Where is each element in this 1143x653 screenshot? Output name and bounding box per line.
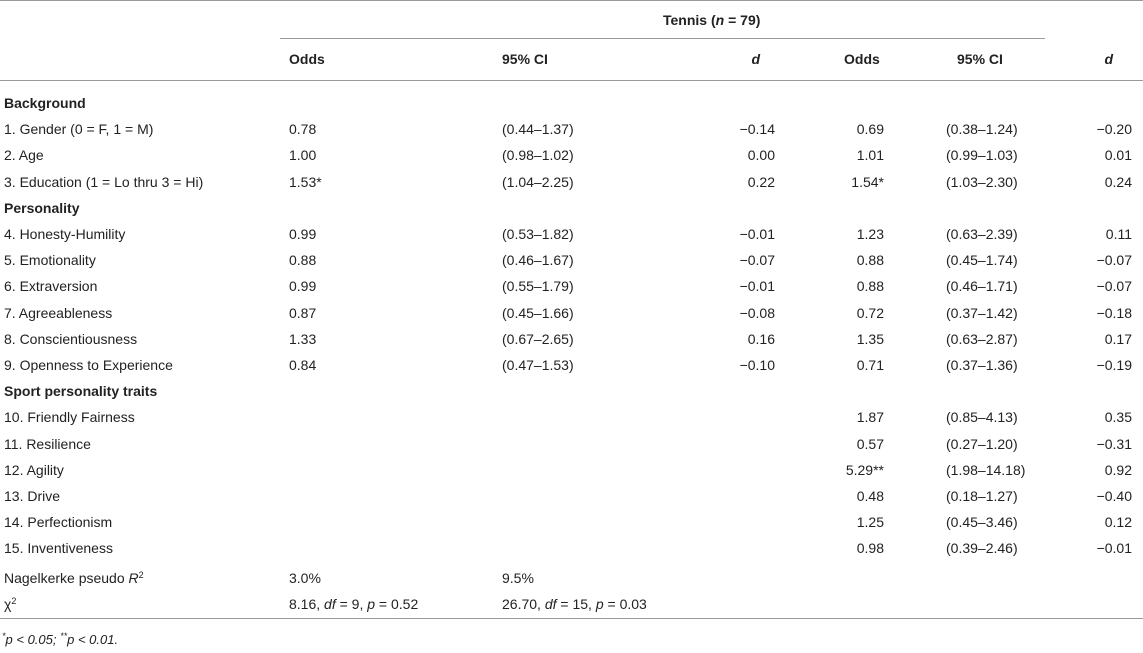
row-label: 14. Perfectionism — [4, 514, 113, 531]
odds-2-cell: 0.98 — [856, 540, 884, 557]
ci-2-cell: (0.37–1.36) — [946, 357, 1018, 373]
d-1-cell: −0.14 — [739, 121, 775, 138]
ci-1-cell: (0.46–1.67) — [502, 252, 574, 269]
d-1-cell: 0.00 — [747, 147, 775, 164]
d-2-cell: −0.07 — [1096, 252, 1132, 269]
chi-square-label: $\chi^2$ — [4, 596, 17, 612]
odds-1-cell: 1.53* — [289, 173, 322, 190]
section-header: Background — [4, 95, 86, 111]
odds-2-cell: 5.29** — [845, 461, 884, 478]
odds-2-cell: 1.54* — [851, 173, 884, 190]
odds-2-cell: 0.69 — [856, 121, 884, 138]
odds-1-cell: 0.78 — [289, 121, 317, 138]
odds-1-cell: 0.84 — [289, 357, 317, 373]
nagelkerke-label: Nagelkerke pseudo $R^2$ — [4, 570, 144, 586]
d-2-cell: 0.11 — [1105, 226, 1132, 242]
ci-2-cell: (0.38–1.24) — [946, 121, 1018, 138]
ci-1-cell: (0.67–2.65) — [502, 330, 574, 347]
odds-2-cell: 1.23 — [856, 226, 884, 242]
odds-1-cell: 0.99 — [289, 278, 317, 295]
d-1-cell: 0.16 — [747, 330, 775, 347]
col-header-odds-1: Odds — [289, 51, 325, 67]
odds-1-cell: 0.99 — [289, 226, 317, 242]
col-header-d-2: d — [1104, 51, 1113, 67]
ci-2-cell: (0.63–2.39) — [946, 226, 1018, 242]
row-label: 4. Honesty-Humility — [4, 226, 126, 242]
d-2-cell: 0.17 — [1104, 330, 1132, 347]
top-rule — [0, 0, 1143, 1]
col-header-d-1: d — [751, 51, 760, 67]
row-label: 13. Drive — [4, 488, 61, 504]
odds-2-cell: 1.87 — [856, 409, 884, 426]
section-header: Sport personality traits — [4, 383, 158, 400]
d-2-cell: −0.40 — [1096, 488, 1132, 504]
table-footnote: *p < 0.05; **p < 0.01. — [2, 631, 119, 647]
d-2-cell: 0.12 — [1104, 514, 1132, 531]
d-2-cell: −0.19 — [1096, 357, 1132, 373]
chi-square-value-1: 8.16, df = 9, p = 0.52 — [289, 596, 419, 612]
row-label: 5. Emotionality — [4, 252, 96, 269]
col-header-ci-1: 95% CI — [502, 51, 548, 67]
ci-2-cell: (0.46–1.71) — [946, 278, 1018, 295]
chi-square-value-2: 26.70, df = 15, p = 0.03 — [502, 596, 647, 612]
row-label: 6. Extraversion — [4, 278, 98, 295]
d-1-cell: −0.01 — [739, 226, 775, 242]
ci-1-cell: (0.44–1.37) — [502, 121, 574, 138]
d-2-cell: 0.35 — [1104, 409, 1132, 426]
odds-1-cell: 0.88 — [289, 252, 317, 269]
nagelkerke-value-1: 3.0% — [289, 570, 321, 586]
ci-2-cell: (1.98–14.18) — [946, 461, 1026, 478]
tennis-header-rule — [280, 38, 1045, 39]
row-label: 15. Inventiveness — [4, 540, 113, 557]
row-label: 11. Resilience — [4, 435, 91, 452]
d-2-cell: 0.92 — [1104, 461, 1132, 478]
col-header-ci-2: 95% CI — [957, 51, 1003, 67]
d-1-cell: 0.22 — [747, 173, 775, 190]
row-label: 10. Friendly Fairness — [4, 409, 135, 426]
ci-1-cell: (1.04–2.25) — [502, 173, 574, 190]
ci-2-cell: (0.39–2.46) — [946, 540, 1018, 557]
section-header: Personality — [4, 199, 80, 216]
row-label: 7. Agreeableness — [4, 304, 113, 321]
row-label: 8. Conscientiousness — [4, 330, 138, 347]
ci-1-cell: (0.45–1.66) — [502, 304, 574, 321]
ci-2-cell: (0.27–1.20) — [946, 435, 1018, 452]
ci-2-cell: (0.37–1.42) — [946, 304, 1018, 321]
d-2-cell: −0.07 — [1096, 278, 1132, 295]
odds-2-cell: 0.71 — [856, 357, 884, 373]
ci-2-cell: (0.99–1.03) — [946, 147, 1018, 164]
ci-2-cell: (0.45–3.46) — [946, 514, 1018, 531]
d-1-cell: −0.07 — [739, 252, 775, 269]
ci-1-cell: (0.98–1.02) — [502, 147, 574, 164]
d-2-cell: −0.31 — [1096, 435, 1132, 452]
row-label: 2. Age — [4, 147, 44, 164]
odds-2-cell: 1.25 — [856, 514, 884, 531]
odds-1-cell: 1.33 — [289, 330, 317, 347]
col-header-odds-2: Odds — [844, 51, 880, 67]
d-1-cell: −0.08 — [739, 304, 775, 321]
tennis-group-header: Tennis (n = 79) — [663, 12, 761, 28]
ci-2-cell: (0.63–2.87) — [946, 330, 1018, 347]
row-label: 3. Education (1 = Lo thru 3 = Hi) — [4, 173, 204, 190]
ci-1-cell: (0.53–1.82) — [502, 226, 574, 242]
row-label: 9. Openness to Experience — [4, 357, 173, 373]
d-2-cell: −0.20 — [1096, 121, 1132, 138]
odds-1-cell: 0.87 — [289, 304, 317, 321]
odds-2-cell: 0.57 — [856, 435, 884, 452]
odds-1-cell: 1.00 — [289, 147, 317, 164]
odds-2-cell: 0.72 — [856, 304, 884, 321]
ci-1-cell: (0.47–1.53) — [502, 357, 574, 373]
ci-2-cell: (0.85–4.13) — [946, 409, 1018, 426]
nagelkerke-value-2: 9.5% — [502, 570, 534, 586]
d-1-cell: −0.10 — [739, 357, 775, 373]
odds-2-cell: 1.35 — [856, 330, 884, 347]
odds-2-cell: 1.01 — [856, 147, 884, 164]
ci-2-cell: (0.45–1.74) — [946, 252, 1018, 269]
odds-2-cell: 0.88 — [856, 252, 884, 269]
header-bottom-rule — [0, 80, 1143, 81]
ci-2-cell: (1.03–2.30) — [946, 173, 1018, 190]
d-1-cell: −0.01 — [739, 278, 775, 295]
row-label: 12. Agility — [4, 461, 64, 478]
ci-2-cell: (0.18–1.27) — [946, 488, 1018, 504]
ci-1-cell: (0.55–1.79) — [502, 278, 574, 295]
d-2-cell: −0.01 — [1096, 540, 1132, 557]
table-bottom-rule — [0, 618, 1143, 619]
d-2-cell: −0.18 — [1096, 304, 1132, 321]
odds-2-cell: 0.88 — [856, 278, 884, 295]
odds-2-cell: 0.48 — [856, 488, 884, 504]
d-2-cell: 0.24 — [1104, 173, 1132, 190]
row-label: 1. Gender (0 = F, 1 = M) — [4, 121, 154, 138]
d-2-cell: 0.01 — [1104, 147, 1132, 164]
